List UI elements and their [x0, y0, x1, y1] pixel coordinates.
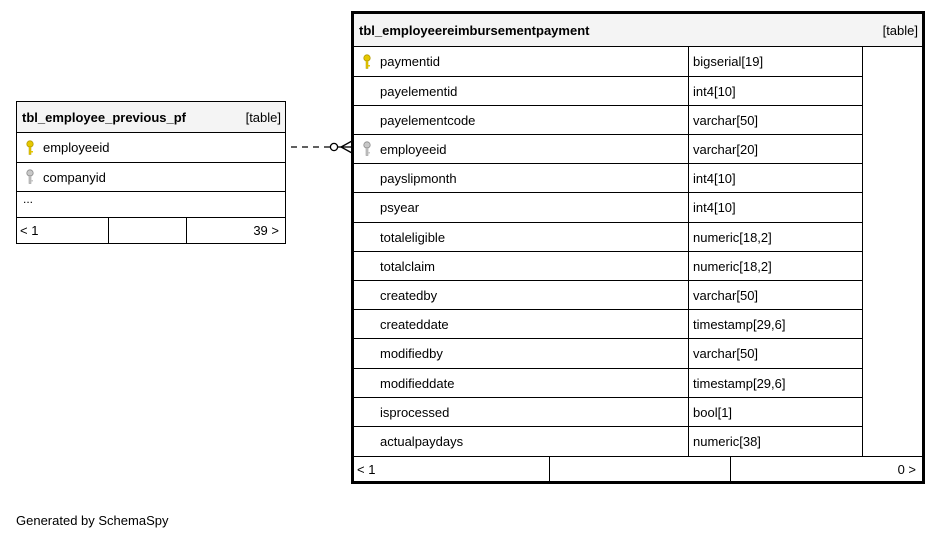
- parents-count[interactable]: < 1: [357, 461, 376, 477]
- column-name: psyear: [380, 200, 420, 215]
- table-name[interactable]: tbl_employee_previous_pf: [22, 109, 186, 125]
- table-name[interactable]: tbl_employeereimbursementpayment: [359, 22, 590, 38]
- table-kind-label: [table]: [245, 109, 281, 125]
- footer-middle-cell: [549, 457, 730, 481]
- column-row-psyear[interactable]: [354, 193, 863, 223]
- generated-by-credit: Generated by SchemaSpy: [16, 513, 169, 528]
- column-row-modifieddate[interactable]: [354, 369, 863, 398]
- foreign-key-icon: [17, 169, 43, 185]
- column-row-actualpaydays[interactable]: [354, 427, 863, 456]
- column-name: createdby: [380, 287, 438, 303]
- column-list: [354, 47, 922, 456]
- column-type: bool[1]: [688, 398, 863, 426]
- children-count[interactable]: 0 >: [730, 457, 922, 481]
- column-name: isprocessed: [380, 404, 450, 420]
- footer-middle-cell: [108, 218, 186, 243]
- column-name: companyid: [43, 169, 106, 185]
- children-count[interactable]: 39 >: [186, 218, 285, 243]
- table-tbl-employee-previous-pf[interactable]: [16, 101, 286, 244]
- column-name: modifieddate: [380, 375, 455, 391]
- column-row-payslipmonth[interactable]: [354, 164, 863, 193]
- column-row-payelementid[interactable]: [354, 77, 863, 106]
- column-row-modifiedby[interactable]: [354, 339, 863, 369]
- column-name: payelementcode: [380, 112, 476, 128]
- column-name: payelementid: [380, 83, 458, 99]
- column-row-isprocessed[interactable]: [354, 398, 863, 427]
- column-type: timestamp[29,6]: [688, 369, 863, 397]
- column-type: numeric[18,2]: [688, 252, 863, 280]
- primary-key-icon: [354, 54, 380, 70]
- primary-key-icon: [17, 140, 43, 156]
- table-header: [17, 102, 285, 133]
- column-name: employeeid: [380, 141, 447, 157]
- column-name: totaleligible: [380, 229, 446, 245]
- column-row-paymentid[interactable]: [354, 47, 863, 77]
- parents-count[interactable]: < 1: [20, 223, 39, 238]
- column-type: int4[10]: [688, 77, 863, 105]
- column-row-createddate[interactable]: [354, 310, 863, 339]
- column-type: int4[10]: [688, 164, 863, 192]
- column-row-totaleligible[interactable]: [354, 223, 863, 252]
- column-name: payslipmonth: [380, 170, 457, 186]
- column-row-payelementcode[interactable]: [354, 106, 863, 135]
- column-type: bigserial[19]: [688, 47, 863, 76]
- column-type: varchar[20]: [688, 135, 863, 163]
- column-row-totalclaim[interactable]: [354, 252, 863, 281]
- table-kind-label: [table]: [882, 22, 918, 38]
- ellipsis-text: ...: [23, 192, 34, 206]
- column-type: varchar[50]: [688, 281, 863, 309]
- column-type: numeric[18,2]: [688, 223, 863, 251]
- column-name: createddate: [380, 316, 449, 332]
- table-tbl-employeereimbursementpayment[interactable]: [351, 11, 925, 484]
- column-name: actualpaydays: [380, 434, 464, 449]
- column-name: paymentid: [380, 54, 440, 69]
- more-columns-ellipsis: [17, 192, 285, 218]
- column-type: int4[10]: [688, 193, 863, 222]
- column-name: employeeid: [43, 140, 110, 155]
- optional-circle-marker: [330, 143, 337, 150]
- foreign-key-icon: [354, 141, 380, 157]
- column-list: [17, 133, 285, 218]
- column-type: varchar[50]: [688, 339, 863, 368]
- column-name: modifiedby: [380, 346, 443, 361]
- column-row-companyid[interactable]: [17, 163, 285, 192]
- table-footer: [17, 218, 285, 243]
- column-type: varchar[50]: [688, 106, 863, 134]
- column-row-createdby[interactable]: [354, 281, 863, 310]
- table-header: [354, 14, 922, 47]
- table-footer: [354, 456, 922, 481]
- column-name: totalclaim: [380, 258, 435, 274]
- column-row-employeeid[interactable]: [354, 135, 863, 164]
- column-row-employeeid[interactable]: [17, 133, 285, 163]
- column-type: numeric[38]: [688, 427, 863, 456]
- column-type: timestamp[29,6]: [688, 310, 863, 338]
